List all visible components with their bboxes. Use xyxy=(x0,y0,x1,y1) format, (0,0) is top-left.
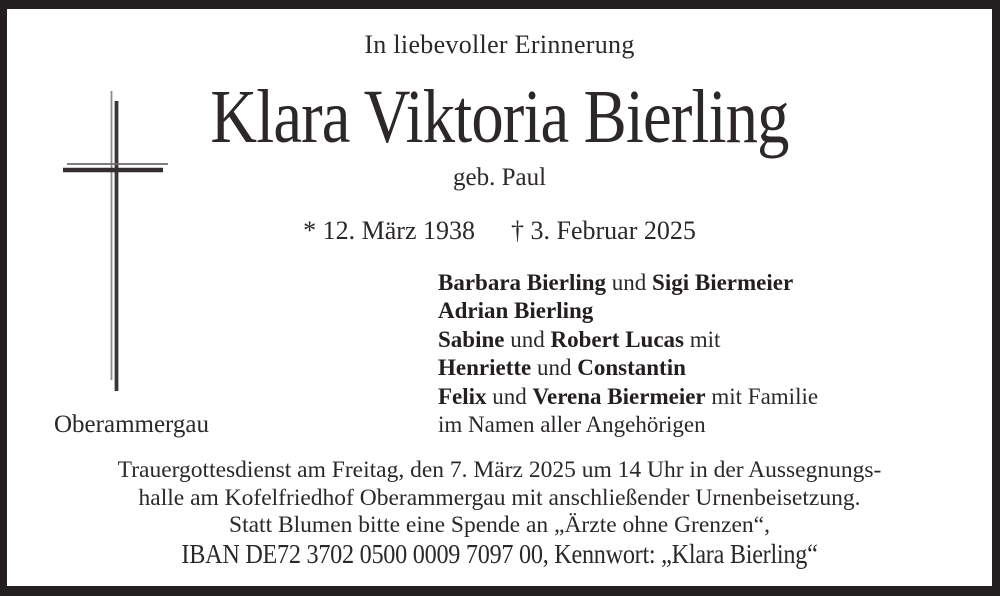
mourner-name: Constantin xyxy=(577,355,686,381)
connector-text: und xyxy=(606,270,653,295)
mourner-name: Robert Lucas xyxy=(550,326,685,352)
death-date: † 3. Februar 2025 xyxy=(511,216,696,245)
maiden-name: geb. Paul xyxy=(452,164,547,191)
memorial-header: In liebevoller Erinnerung xyxy=(364,30,635,59)
announcement xyxy=(7,457,992,567)
mourner-name: Verena Biermeier xyxy=(532,383,706,409)
mourners-closing: im Namen aller Angehörigen xyxy=(438,412,706,438)
mourner-name: Adrian Bierling xyxy=(438,298,594,324)
mourner-name: Felix xyxy=(438,383,487,409)
birth-date: * 12. März 1938 xyxy=(303,216,475,245)
announcement-line: Trauergottesdienst am Freitag, den 7. März 2025 um 14 Uhr in der Aussegnungs- xyxy=(117,457,882,483)
mourner-name: Sabine xyxy=(438,326,505,352)
mourner-name: Barbara Bierling xyxy=(438,270,607,295)
iban-line: IBAN DE72 3702 0500 0009 7097 00, Kennwort: „Klara Bierling“ xyxy=(181,537,818,569)
mourner-line xyxy=(438,383,818,411)
place-name: Oberammergau xyxy=(54,411,210,438)
connector-text: und xyxy=(504,326,551,352)
mourner-line xyxy=(438,354,818,382)
connector-text: und xyxy=(531,355,578,381)
connector-text: mit Familie xyxy=(705,383,819,409)
mourner-name: Henriette xyxy=(438,355,532,381)
connector-text: mit xyxy=(684,326,721,352)
connector-text: und xyxy=(486,383,533,409)
mourner-line xyxy=(438,269,818,297)
mourner-name: Sigi Biermeier xyxy=(652,270,794,295)
donation-line: Statt Blumen bitte eine Spende an „Ärzte ohne Grenzen“, xyxy=(229,512,770,539)
mourner-line xyxy=(438,297,818,325)
mourners-list xyxy=(438,269,818,439)
deceased-name: Klara Viktoria Bierling xyxy=(210,75,789,159)
announcement-line: halle am Kofelfriedhof Oberammergau mit anschließender Urnenbeisetzung. xyxy=(138,484,861,511)
life-dates xyxy=(7,218,992,244)
mourner-line xyxy=(438,326,818,354)
